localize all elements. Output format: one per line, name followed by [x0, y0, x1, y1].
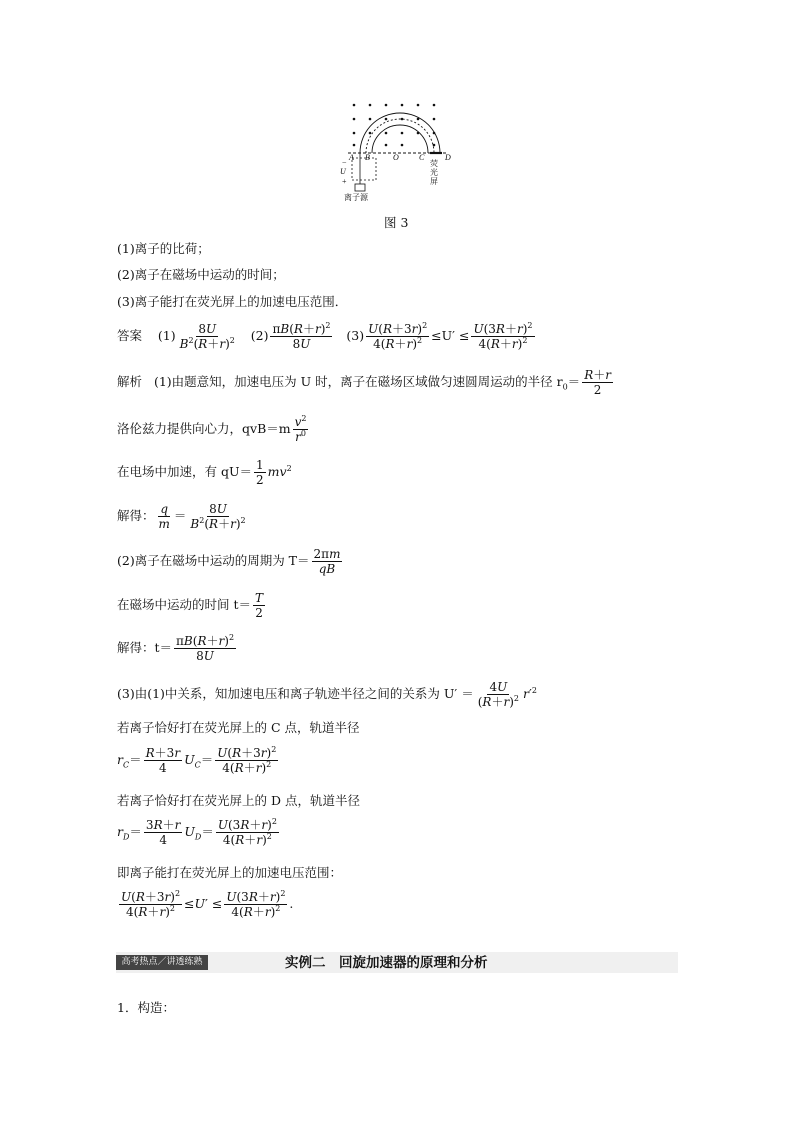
analysis-line-10: 若离子恰好打在荧光屏上的 D 点，轨道半径 — [117, 793, 360, 808]
question-2: (2)离子在磁场中运动的时间； — [117, 267, 285, 282]
analysis-line-2: 洛伦兹力提供向心力，qvB＝m $\frac{v^2}{r^0}$ — [117, 414, 307, 444]
analysis-line-6: 在磁场中运动的时间 t＝ $\frac{T}{2}$ — [117, 591, 264, 620]
section-title: 实例二 回旋加速器的原理和分析 — [285, 955, 488, 971]
analysis-label: 解析 — [117, 374, 143, 389]
analysis-line-5: (2)离子在磁场中运动的周期为 T＝ $\frac{2\pi m}{qB}$ — [117, 547, 341, 576]
answer-3-upper: $\frac{U(3R+r)^2}{4(R+r)^2}$ — [473, 321, 533, 351]
label-b: B — [365, 153, 370, 162]
label-u: U — [340, 167, 346, 176]
analysis-line-7: 解得：t＝ $\frac{\pi B(R+r)^2}{8U}$ — [117, 633, 235, 663]
label-a: A — [349, 153, 354, 162]
field-dots — [353, 104, 436, 147]
label-o: O — [393, 153, 399, 162]
analysis-line-range: $\frac{U(R+3r)^2}{4(R+r)^2}$ ≤U′ ≤ $\frac{U(3R+r)^2}{4(R+r)^2}$ . — [121, 889, 294, 919]
label-c: C — [419, 153, 425, 162]
analysis-line-8: (3)由(1)中关系，知加速电压和离子轨迹半径之间的关系为 U′ ＝ $\frac{4U}{(R+r)^2}$ $r'^2$ — [117, 680, 537, 709]
answer-3-lower: $\frac{U(R+3r)^2}{4(R+r)^2}$ — [368, 321, 428, 351]
label-plus: + — [342, 177, 347, 186]
label-screen-1: 荧 — [430, 159, 438, 168]
question-1: (1)离子的比荷； — [117, 241, 210, 256]
label-screen-2: 光 — [430, 168, 438, 177]
label-minus: − — [342, 158, 347, 167]
magnetic-field-diagram — [330, 100, 460, 208]
question-3: (3)离子能打在荧光屏上的加速电压范围． — [117, 294, 348, 309]
analysis-line-rd: $r_D=$ $\frac{3R+r}{4}$ $U_D=$ $\frac{U(3R+r)^2}{4(R+r)^2}$ — [117, 817, 277, 847]
answer-2-fraction: $\frac{\pi B(R+r)^2}{8U}$ — [272, 321, 331, 351]
answer-line: 答案 (1) $\frac{8U}{B^2(R+r)^2}$ (2) $\frac{\pi B(R+r)^2}{8U}$ (3) $\frac{U(R+3r)^2}{4(R+r)^2}$ ≤U′ ≤ $\frac{U(3R+r)^2}{4(R+r)^2}$ — [117, 321, 533, 351]
answer-1-fraction: $\frac{8U}{B^2(R+r)^2}$ — [179, 322, 235, 351]
section-tag: 高考热点／讲透练熟 — [116, 955, 208, 970]
analysis-line-9: 若离子恰好打在荧光屏上的 C 点，轨道半径 — [117, 720, 360, 735]
answer-label: 答案 — [117, 328, 143, 343]
analysis-line-1: 解析 (1)由题意知，加速电压为 U 时，离子在磁场区域做匀速圆周运动的半径 $r_0=$ $\frac{R+r}{2}$ — [117, 368, 611, 397]
figure-caption: 图 3 — [384, 215, 409, 230]
label-ion-source: 离子源 — [344, 193, 368, 202]
analysis-line-3: 在电场中加速，有 qU＝ $\frac{1}{2}$ $mv^2$ — [117, 458, 292, 487]
analysis-line-rc: $r_C=$ $\frac{R+3r}{4}$ $U_C=$ $\frac{U(R+3r)^2}{4(R+r)^2}$ — [117, 745, 277, 775]
analysis-line-4: 解得： $\frac{q}{m}$ ＝ $\frac{8U}{B^2(R+r)^2}$ — [117, 502, 246, 531]
label-screen-3: 屏 — [430, 177, 438, 186]
structure-heading: 1．构造： — [117, 1000, 175, 1015]
analysis-line-11: 即离子能打在荧光屏上的加速电压范围： — [117, 865, 343, 880]
label-d: D — [445, 153, 451, 162]
